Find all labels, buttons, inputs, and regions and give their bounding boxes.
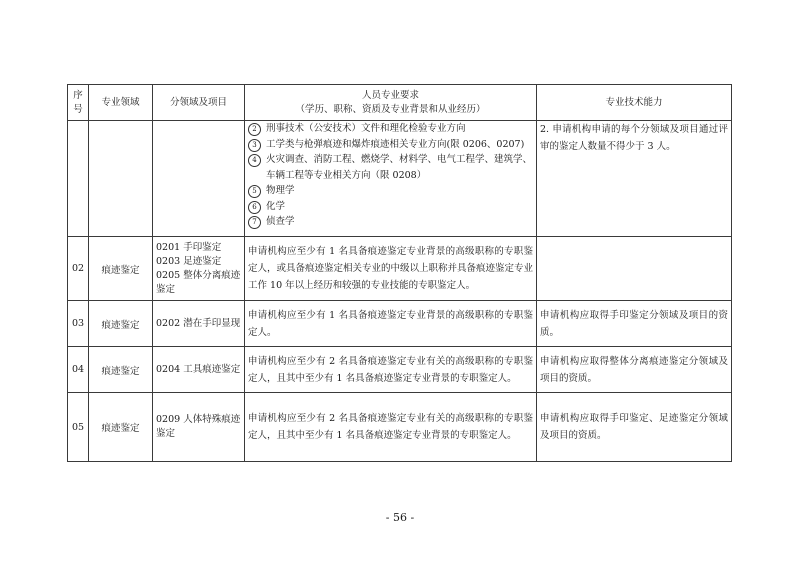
header-requirement-subtitle: （学历、职称、资质及专业背景和从业经历） (295, 103, 486, 115)
cell-capability: 2. 申请机构申请的每个分领域及项目通过评审的鉴定人数量不得少于 3 人。 (537, 121, 732, 237)
circled-number-icon: 5 (248, 185, 261, 198)
header-requirement (245, 85, 537, 121)
cell-field: 痕迹鉴定 (89, 301, 153, 347)
cell-sub: 0202 潜在手印显现 (153, 301, 245, 347)
header-seq: 序号 (68, 85, 89, 121)
table-row (68, 121, 732, 237)
header-sub: 分领域及项目 (153, 85, 245, 121)
circled-number-icon: 3 (248, 139, 261, 152)
cell-field: 痕迹鉴定 (89, 393, 153, 462)
cell-requirement-list (245, 121, 537, 237)
header-field: 专业领域 (89, 85, 153, 121)
list-item: 3 工学类与枪弹痕迹和爆炸痕迹相关专业方向(限 0206、0207) (248, 137, 533, 153)
circled-number-icon: 2 (248, 123, 261, 136)
cell-seq: 05 (68, 393, 89, 462)
cell-seq (68, 121, 89, 237)
list-item: 5 物理学 (248, 183, 533, 199)
cell-requirement: 申请机构应至少有 2 名具备痕迹鉴定专业有关的高级职称的专职鉴定人，且其中至少有 1 名具备痕迹鉴定专业背景的专职鉴定人。 (245, 347, 537, 393)
cell-field: 痕迹鉴定 (89, 347, 153, 393)
cell-seq: 03 (68, 301, 89, 347)
list-item: 6 化学 (248, 199, 533, 215)
table-row (68, 301, 732, 347)
cell-capability: 申请机构应取得手印鉴定、足迹鉴定分领域及项目的资质。 (537, 393, 732, 462)
cell-capability: 申请机构应取得整体分离痕迹鉴定分领域及项目的资质。 (537, 347, 732, 393)
table-row (68, 393, 732, 462)
header-requirement-title: 人员专业要求 (361, 89, 419, 101)
cell-capability (537, 237, 732, 301)
page-number: - 56 - (385, 511, 415, 524)
header-capability: 专业技术能力 (537, 85, 732, 121)
cell-field (89, 121, 153, 237)
cell-sub (153, 121, 245, 237)
table-row (68, 237, 732, 301)
qualification-table (67, 84, 732, 462)
circled-number-icon: 6 (248, 201, 261, 214)
list-item: 4 火灾调查、消防工程、燃烧学、材料学、电气工程学、建筑学、车辆工程等专业相关方向（限 0208） (248, 152, 533, 183)
cell-seq: 02 (68, 237, 89, 301)
cell-capability: 申请机构应取得手印鉴定分领域及项目的资质。 (537, 301, 732, 347)
list-item: 7 侦查学 (248, 214, 533, 230)
cell-sub: 0204 工具痕迹鉴定 (153, 347, 245, 393)
cell-sub: 0201 手印鉴定 0203 足迹鉴定 0205 整体分离痕迹鉴定 (153, 237, 245, 301)
cell-sub: 0209 人体特殊痕迹鉴定 (153, 393, 245, 462)
cell-field: 痕迹鉴定 (89, 237, 153, 301)
table-row (68, 347, 732, 393)
cell-requirement: 申请机构应至少有 1 名具备痕迹鉴定专业背景的高级职称的专职鉴定人。 (245, 301, 537, 347)
circled-number-icon: 7 (248, 216, 261, 229)
cell-requirement: 申请机构应至少有 2 名具备痕迹鉴定专业有关的高级职称的专职鉴定人，且其中至少有 1 名具备痕迹鉴定专业背景的专职鉴定人。 (245, 393, 537, 462)
list-item: 2 刑事技术（公安技术）文件和理化检验专业方向 (248, 121, 533, 137)
table-header-row (68, 85, 732, 121)
cell-seq: 04 (68, 347, 89, 393)
circled-number-icon: 4 (248, 154, 261, 167)
cell-requirement: 申请机构应至少有 1 名具备痕迹鉴定专业背景的高级职称的专职鉴定人，或具备痕迹鉴定相关专业的中级以上职称并具备痕迹鉴定专业工作 10 年以上经历和较强的专业技能的专职鉴定人。 (245, 237, 537, 301)
